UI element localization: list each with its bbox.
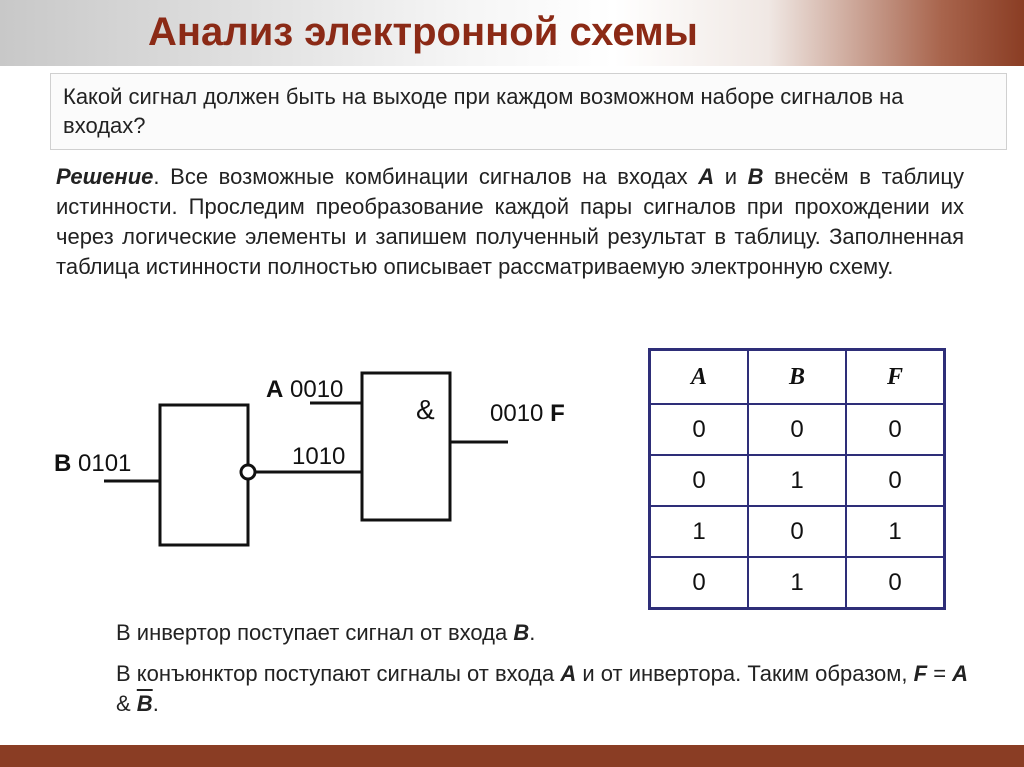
and-gate [362,373,450,520]
inverted-signal-label: 1010 [292,443,346,470]
table-row [650,455,945,506]
table-cell: 0 [650,557,749,609]
table-header-row [650,350,945,405]
inverter-bubble [241,465,255,479]
solution-text-3: внесём в таблицу истинности. Проследим преобразование каждой пары сигналов при прохождении их через логические элементы и запишем полученный результат в таблицу. Заполненная таблица истинности полностью описывает рассматриваемую электронную схему. [56,164,964,279]
input-a-label: A 0010 [266,376,344,403]
table-cell: 0 [650,455,749,506]
header-f: F [846,350,945,405]
inverter-note: В инвертор поступает сигнал от входа B. [116,620,536,645]
table-cell: 0 [650,404,749,455]
question-box [50,73,1007,150]
solution-text-2: и [714,164,748,189]
question-text: Какой сигнал должен быть на выходе при каждом возможном наборе сигналов на входах? [63,84,904,138]
header-b: B [748,350,846,405]
output-label: 0010 F [490,400,565,427]
table-row [650,557,945,609]
table-cell: 1 [650,506,749,557]
footer-bar [0,745,1024,767]
input-b-label: B 0101 [54,450,132,477]
header-a: A [650,350,749,405]
table-cell: 1 [748,455,846,506]
solution-text-1: . Все возможные комбинации сигналов на входах [153,164,699,189]
solution-paragraph [56,162,964,282]
solution-var-b: B [747,164,764,189]
table-cell: 0 [748,506,846,557]
conjunctor-note: В конъюнктор поступают сигналы от входа A и от инвертора. Таким образом, F = A & $\overline{B}$. [116,661,969,716]
inverter-gate [160,405,248,545]
solution-var-a: A [698,164,715,189]
and-symbol: & [416,394,435,425]
truth-table [648,348,946,610]
table-cell: 1 [846,506,945,557]
slide-title: Анализ электронной схемы [148,10,698,54]
table-row [650,506,945,557]
table-cell: 0 [846,557,945,609]
table-cell: 0 [748,404,846,455]
table-cell: 0 [846,404,945,455]
table-row [650,404,945,455]
table-cell: 1 [748,557,846,609]
solution-label: Решение [56,164,154,189]
table-cell: 0 [846,455,945,506]
inverted-b: $\overline{B}$ [136,691,153,716]
